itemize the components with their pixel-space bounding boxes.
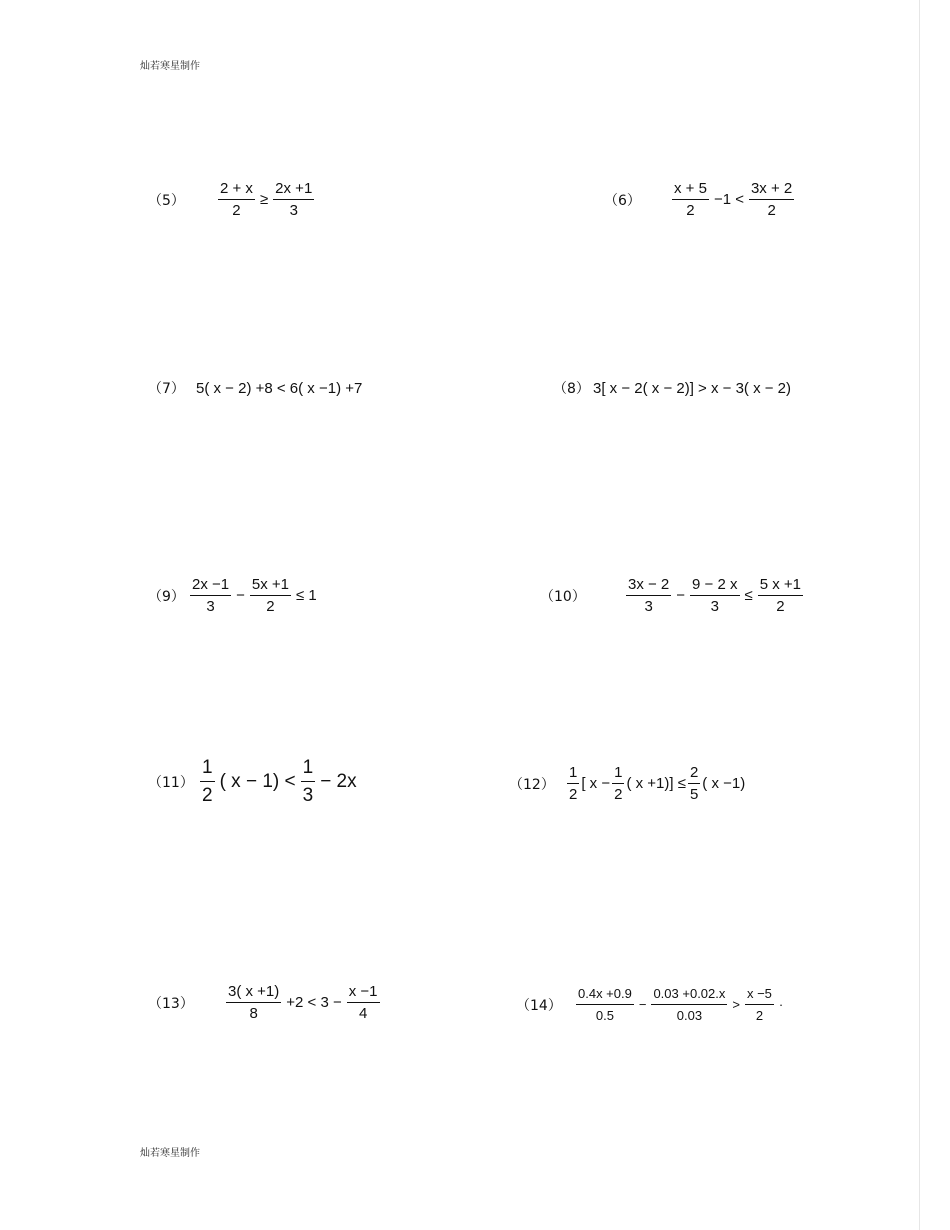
fraction: $\frac{2}{5}$: [689, 764, 699, 803]
fraction: $\frac{1}{2}$: [614, 764, 623, 803]
problem-number: （11）: [148, 774, 194, 791]
problem-13: （13） $\frac{3( x +1)}{8}$ +2 < 3 − $\frac{x -1}{4}$: [148, 983, 378, 1022]
problem-5: （5） $\frac{2 + x}{2}$ ≥ $\frac{2x +1}{3}$: [148, 180, 313, 219]
problem-8: [553, 378, 791, 398]
problem-number: （12）: [509, 776, 555, 793]
fraction: $\frac{3x - 2}{3}$: [628, 576, 670, 615]
problem-11: （11） $\frac{1}{2}$ ( x − 1) < $\frac{1}{3}$ − 2x: [148, 757, 357, 806]
problem-7: [148, 378, 362, 398]
footer-watermark: 灿若寒星制作: [140, 1148, 200, 1159]
page-edge: [919, 0, 920, 1230]
problem-12: （12） $\frac{1}{2}$ [ x − $\frac{1}{2}$ ( x +1)] ≤ $\frac{2}{5}$ ( x −1): [509, 764, 746, 803]
fraction: $\frac{0.03 +0.02.x}{0.03}$: [653, 986, 726, 1023]
header-watermark: 灿若寒星制作: [140, 61, 200, 72]
fraction: $\frac{x -1}{4}$: [348, 983, 378, 1022]
fraction: $\frac{2x +1}{3}$: [275, 180, 313, 219]
expression: 3[ x − 2( x − 2)] > x − 3( x − 2): [593, 379, 792, 397]
expression: 5( x − 2) +8 < 6( x −1) +7: [196, 379, 363, 397]
problem-number: （10）: [540, 588, 586, 605]
problem-number: （13）: [148, 995, 194, 1012]
problem-6: （6） $\frac{x + 5}{2}$ −1 < $\frac{3x + 2}{2}$: [604, 180, 793, 219]
fraction: $\frac{3x + 2}{2}$: [750, 180, 793, 219]
fraction: $\frac{x + 5}{2}$: [674, 180, 707, 219]
problem-number: （14）: [516, 997, 562, 1014]
problem-10: （10） $\frac{3x - 2}{3}$ − $\frac{9 - 2 x}{3}$ ≤ $\frac{5 x +1}{2}$: [540, 576, 802, 615]
problem-14: （14） $\frac{0.4x +0.9}{0.5}$ − $\frac{0.03 +0.02.x}{0.03}$ > $\frac{x -5}{2}$ ·: [516, 986, 784, 1023]
fraction: $\frac{5 x +1}{2}$: [759, 576, 802, 615]
fraction: $\frac{1}{2}$: [202, 757, 213, 806]
problem-number: （7）: [148, 381, 185, 397]
fraction: $\frac{1}{3}$: [302, 757, 314, 806]
fraction: $\frac{0.4x +0.9}{0.5}$: [578, 986, 632, 1023]
problem-number: （5）: [148, 192, 185, 209]
fraction: $\frac{2 + x}{2}$: [220, 180, 253, 219]
fraction: $\frac{5x +1}{2}$: [251, 576, 290, 615]
problem-number: （9）: [148, 588, 185, 605]
fraction: $\frac{9 - 2 x}{3}$: [692, 576, 738, 615]
problem-number: （6）: [604, 192, 641, 209]
fraction: $\frac{x -5}{2}$: [746, 986, 772, 1023]
problem-number: （8）: [553, 381, 590, 397]
fraction: $\frac{1}{2}$: [569, 764, 578, 803]
problem-9: （9） $\frac{2x -1}{3}$ − $\frac{5x +1}{2}$ ≤ 1: [148, 576, 317, 615]
fraction: $\frac{3( x +1)}{8}$: [228, 983, 280, 1022]
fraction: $\frac{2x -1}{3}$: [192, 576, 230, 615]
